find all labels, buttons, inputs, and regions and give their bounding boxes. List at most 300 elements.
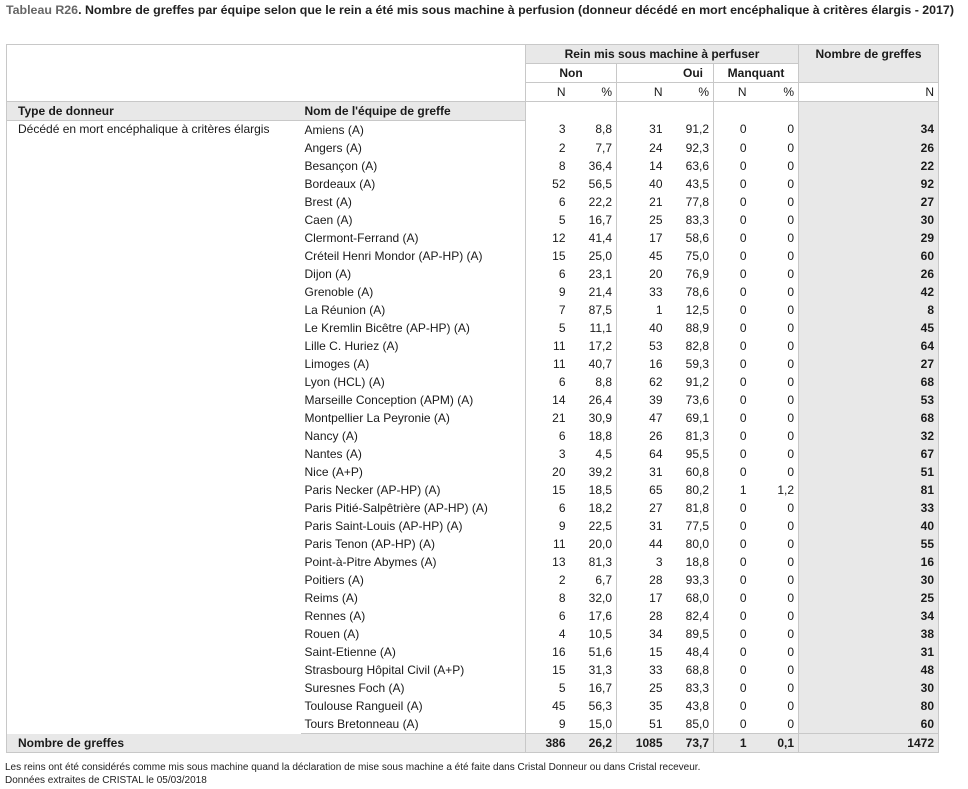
total-cell: 25 (799, 589, 939, 607)
non-n-cell: 45 (526, 697, 570, 715)
team-name-cell: Clermont-Ferrand (A) (304, 230, 419, 245)
table-row (7, 121, 939, 140)
team-name-cell: Nancy (A) (304, 428, 358, 443)
team-name-cell: Paris Pitié-Salpêtrière (AP-HP) (A) (304, 500, 488, 515)
oui-pct-cell: 83,3 (685, 212, 709, 227)
oui-n-cell: 39 (617, 391, 667, 409)
man-n-cell: 0 (714, 697, 751, 715)
man-n-cell: 0 (714, 643, 751, 661)
man-pct-cell: 0 (787, 644, 794, 659)
oui-n-cell: 25 (617, 679, 667, 697)
non-pct-cell: 40,7 (588, 356, 612, 371)
non-n-cell: 6 (526, 427, 570, 445)
non-pct-cell: 41,4 (588, 230, 612, 245)
man-pct-cell: 0 (787, 410, 794, 425)
total-cell: 40 (799, 517, 939, 535)
man-pct-cell: 0 (787, 500, 794, 515)
totals-non-n-cell: 386 (526, 734, 570, 753)
man-pct-cell: 0 (787, 212, 794, 227)
man-n-cell: 0 (714, 211, 751, 229)
totals-man-pct-cell: 0,1 (751, 734, 799, 753)
non-pct-cell: 15,0 (570, 715, 617, 734)
non-n-cell: 5 (526, 211, 570, 229)
total-cell: 16 (799, 553, 939, 571)
man-pct-cell: 1,2 (777, 482, 794, 497)
man-n-cell: 0 (714, 265, 751, 283)
man-pct-cell: 0 (787, 554, 794, 569)
non-n-cell: 16 (526, 643, 570, 661)
non-n-cell: 13 (526, 553, 570, 571)
total-cell: 80 (799, 697, 939, 715)
oui-pct-cell: 43,8 (685, 698, 709, 713)
oui-n-cell: 16 (617, 355, 667, 373)
oui-n-cell: 40 (617, 175, 667, 193)
team-name-cell: Saint-Etienne (A) (304, 644, 396, 659)
oui-n-cell: 31 (617, 517, 667, 535)
team-name-cell: Besançon (A) (304, 158, 378, 173)
man-pct-cell: 0 (787, 338, 794, 353)
man-pct-cell: 0 (787, 608, 794, 623)
non-n-cell: 21 (526, 409, 570, 427)
man-n-cell: 0 (714, 535, 751, 553)
non-n-cell: 2 (526, 139, 570, 157)
total-cell: 45 (799, 319, 939, 337)
total-cell: 31 (799, 643, 939, 661)
total-cell: 26 (799, 265, 939, 283)
total-cell: 30 (799, 571, 939, 589)
team-name-cell: Paris Tenon (AP-HP) (A) (304, 536, 435, 551)
oui-pct-cell: 91,2 (685, 122, 709, 137)
man-n-cell: 0 (714, 193, 751, 211)
team-name-cell: Rouen (A) (304, 626, 360, 641)
oui-pct-cell: 75,0 (685, 248, 709, 263)
man-pct-cell: 0 (787, 572, 794, 587)
man-pct-cell: 0 (787, 518, 794, 533)
oui-pct-cell: 77,5 (685, 518, 709, 533)
total-grafts-header: Nombre de greffes (799, 45, 939, 64)
table-title (6, 2, 962, 18)
manquant-header: Manquant (714, 64, 799, 83)
total-cell: 27 (799, 355, 939, 373)
oui-pct-cell: 91,2 (685, 374, 709, 389)
man-n-cell: 0 (714, 715, 751, 734)
non-n-cell: 14 (526, 391, 570, 409)
totals-row (7, 734, 939, 753)
man-n-cell: 0 (714, 319, 751, 337)
team-name-cell: Reims (A) (304, 590, 358, 605)
non-pct-cell: 7,7 (595, 140, 612, 155)
non-n-cell: 3 (526, 445, 570, 463)
non-n-header: N (526, 83, 570, 102)
oui-pct-cell: 60,8 (685, 464, 709, 479)
oui-pct-cell: 78,6 (685, 284, 709, 299)
donor-type-header: Type de donneur (7, 102, 301, 121)
non-n-cell: 15 (526, 481, 570, 499)
non-pct-cell: 16,7 (588, 680, 612, 695)
oui-n-cell: 62 (617, 373, 667, 391)
man-n-cell: 0 (714, 337, 751, 355)
footnote-source: Données extraites de CRISTAL le 05/03/2018 (5, 775, 207, 786)
oui-pct-cell: 80,0 (685, 536, 709, 551)
man-pct-cell: 0 (787, 680, 794, 695)
man-n-cell: 0 (714, 625, 751, 643)
man-n-cell: 0 (714, 355, 751, 373)
footnote-machine: Les reins ont été considérés comme mis sous machine quand la déclaration de mise sous machine a été faite dans Cristal Donneur ou dans Cristal receveur. (5, 762, 701, 773)
non-pct-cell: 8,8 (595, 122, 612, 137)
oui-n-cell: 51 (617, 715, 667, 734)
team-name-cell: Rennes (A) (304, 608, 366, 623)
non-pct-cell: 22,2 (588, 194, 612, 209)
man-n-cell: 0 (714, 679, 751, 697)
total-cell: 38 (799, 625, 939, 643)
oui-pct-cell: 88,9 (685, 320, 709, 335)
man-n-cell: 0 (714, 157, 751, 175)
oui-n-cell: 34 (617, 625, 667, 643)
non-n-cell: 6 (526, 499, 570, 517)
non-pct-header: % (570, 83, 617, 102)
oui-pct-cell: 77,8 (685, 194, 709, 209)
team-name-cell: Poitiers (A) (304, 572, 364, 587)
total-cell: 26 (799, 139, 939, 157)
non-n-cell: 7 (526, 301, 570, 319)
team-header: Nom de l'équipe de greffe (301, 102, 526, 121)
man-pct-cell: 0 (787, 248, 794, 263)
non-pct-cell: 22,5 (588, 518, 612, 533)
team-name-cell: Limoges (A) (304, 356, 370, 371)
man-pct-header: % (751, 83, 799, 102)
man-pct-cell: 0 (787, 374, 794, 389)
team-name-cell: Lyon (HCL) (A) (304, 374, 385, 389)
non-n-cell: 52 (526, 175, 570, 193)
non-pct-cell: 56,5 (588, 176, 612, 191)
man-pct-cell: 0 (787, 626, 794, 641)
man-n-cell: 0 (714, 463, 751, 481)
oui-pct-cell: 80,2 (685, 482, 709, 497)
total-cell: 68 (799, 373, 939, 391)
non-pct-cell: 20,0 (588, 536, 612, 551)
man-n-cell: 1 (714, 481, 751, 499)
man-n-cell: 0 (714, 247, 751, 265)
man-n-cell: 0 (714, 121, 751, 140)
man-pct-cell: 0 (787, 230, 794, 245)
oui-pct-cell: 59,3 (685, 356, 709, 371)
non-pct-cell: 21,4 (588, 284, 612, 299)
oui-pct-cell: 93,3 (685, 572, 709, 587)
total-cell: 51 (799, 463, 939, 481)
total-cell: 67 (799, 445, 939, 463)
team-name-cell: Bordeaux (A) (304, 176, 376, 191)
oui-n-cell: 27 (617, 499, 667, 517)
man-n-cell: 0 (714, 517, 751, 535)
non-n-cell: 11 (526, 337, 570, 355)
oui-pct-cell: 63,6 (685, 158, 709, 173)
team-name-cell: Toulouse Rangueil (A) (304, 698, 423, 713)
man-pct-cell: 0 (787, 536, 794, 551)
non-n-cell: 15 (526, 247, 570, 265)
non-pct-cell: 36,4 (588, 158, 612, 173)
man-pct-cell: 0 (787, 266, 794, 281)
man-n-cell: 0 (714, 229, 751, 247)
man-pct-cell: 0 (787, 428, 794, 443)
total-cell: 34 (799, 121, 939, 140)
totals-total-cell: 1472 (799, 734, 939, 753)
man-n-cell: 0 (714, 139, 751, 157)
non-n-cell: 6 (526, 607, 570, 625)
oui-pct-header: % (667, 83, 714, 102)
team-name-cell: Paris Saint-Louis (AP-HP) (A) (304, 518, 463, 533)
oui-header: Oui (617, 64, 714, 83)
non-pct-cell: 18,8 (588, 428, 612, 443)
man-n-cell: 0 (714, 283, 751, 301)
oui-n-cell: 26 (617, 427, 667, 445)
man-pct-cell: 0 (787, 158, 794, 173)
oui-n-cell: 25 (617, 211, 667, 229)
man-n-cell: 0 (714, 661, 751, 679)
totals-man-n-cell: 1 (714, 734, 751, 753)
non-n-cell: 4 (526, 625, 570, 643)
non-n-cell: 6 (526, 373, 570, 391)
totals-oui-pct-cell: 73,7 (667, 734, 714, 753)
non-n-cell: 15 (526, 661, 570, 679)
oui-pct-cell: 83,3 (685, 680, 709, 695)
team-name-cell: Le Kremlin Bicêtre (AP-HP) (A) (304, 320, 470, 335)
non-n-cell: 6 (526, 265, 570, 283)
oui-pct-cell: 92,3 (685, 140, 709, 155)
non-pct-cell: 10,5 (588, 626, 612, 641)
oui-n-cell: 28 (617, 607, 667, 625)
man-n-cell: 0 (714, 373, 751, 391)
oui-pct-cell: 82,8 (685, 338, 709, 353)
oui-pct-cell: 81,3 (685, 428, 709, 443)
oui-n-cell: 14 (617, 157, 667, 175)
total-cell: 68 (799, 409, 939, 427)
oui-n-cell: 3 (617, 553, 667, 571)
team-name-cell: Tours Bretonneau (A) (301, 715, 526, 734)
non-n-cell: 5 (526, 679, 570, 697)
oui-pct-cell: 82,4 (685, 608, 709, 623)
non-pct-cell: 23,1 (588, 266, 612, 281)
table-title-text: . Nombre de greffes par équipe selon que le rein a été mis sous machine à perfusion (donneur décédé en mort encéphalique à critères élargis - 2017) (78, 3, 954, 17)
man-pct-cell: 0 (787, 446, 794, 461)
non-pct-cell: 8,8 (595, 374, 612, 389)
total-cell: 64 (799, 337, 939, 355)
oui-n-cell: 28 (617, 571, 667, 589)
oui-n-cell: 44 (617, 535, 667, 553)
total-cell: 8 (799, 301, 939, 319)
table-label: Tableau R26 (6, 3, 79, 17)
non-pct-cell: 81,3 (588, 554, 612, 569)
man-pct-cell: 0 (787, 122, 794, 137)
total-cell: 60 (799, 715, 939, 734)
man-pct-cell: 0 (787, 302, 794, 317)
oui-pct-cell: 69,1 (685, 410, 709, 425)
man-n-cell: 0 (714, 175, 751, 193)
team-name-cell: Brest (A) (304, 194, 352, 209)
non-pct-cell: 16,7 (588, 212, 612, 227)
team-name-cell: Nantes (A) (304, 446, 362, 461)
total-cell: 34 (799, 607, 939, 625)
team-name-cell: Paris Necker (AP-HP) (A) (304, 482, 441, 497)
man-pct-cell: 0 (787, 698, 794, 713)
team-name-cell: Nice (A+P) (304, 464, 363, 479)
team-name-cell: Créteil Henri Mondor (AP-HP) (A) (304, 248, 483, 263)
non-pct-cell: 31,3 (588, 662, 612, 677)
non-pct-cell: 26,4 (588, 392, 612, 407)
non-n-cell: 2 (526, 571, 570, 589)
oui-n-cell: 64 (617, 445, 667, 463)
oui-n-cell: 47 (617, 409, 667, 427)
team-name-cell: Point-à-Pitre Abymes (A) (304, 554, 437, 569)
oui-n-cell: 53 (617, 337, 667, 355)
oui-n-cell: 40 (617, 319, 667, 337)
non-n-cell: 11 (526, 355, 570, 373)
non-header: Non (526, 64, 617, 83)
man-n-cell: 0 (714, 409, 751, 427)
total-cell: 48 (799, 661, 939, 679)
oui-n-cell: 15 (617, 643, 667, 661)
man-n-cell: 0 (714, 571, 751, 589)
totals-label: Nombre de greffes (7, 734, 526, 753)
man-n-cell: 0 (714, 301, 751, 319)
oui-pct-cell: 95,5 (685, 446, 709, 461)
man-n-cell: 0 (714, 607, 751, 625)
team-name-cell: Lille C. Huriez (A) (304, 338, 399, 353)
man-pct-cell: 0 (787, 194, 794, 209)
team-name-cell: Grenoble (A) (304, 284, 374, 299)
non-pct-cell: 18,5 (588, 482, 612, 497)
oui-n-cell: 45 (617, 247, 667, 265)
man-n-cell: 0 (714, 391, 751, 409)
donor-type-cell: Décédé en mort encéphalique à critères élargis (7, 121, 301, 734)
total-cell: 42 (799, 283, 939, 301)
oui-pct-cell: 68,8 (685, 662, 709, 677)
team-name-cell: La Réunion (A) (304, 302, 386, 317)
oui-pct-cell: 18,8 (685, 554, 709, 569)
man-pct-cell: 0 (787, 662, 794, 677)
non-n-cell: 3 (526, 121, 570, 140)
non-pct-cell: 25,0 (588, 248, 612, 263)
non-pct-cell: 4,5 (595, 446, 612, 461)
non-n-cell: 11 (526, 535, 570, 553)
oui-n-cell: 21 (617, 193, 667, 211)
total-cell: 81 (799, 481, 939, 499)
non-pct-cell: 6,7 (595, 572, 612, 587)
man-pct-cell: 0 (787, 392, 794, 407)
man-pct-cell: 0 (787, 320, 794, 335)
total-cell: 30 (799, 679, 939, 697)
non-pct-cell: 30,9 (588, 410, 612, 425)
grafts-table (6, 44, 939, 753)
total-cell: 53 (799, 391, 939, 409)
non-n-cell: 8 (526, 157, 570, 175)
machine-group-header: Rein mis sous machine à perfuser (526, 45, 799, 64)
total-n-header: N (799, 83, 939, 102)
total-cell: 27 (799, 193, 939, 211)
oui-n-cell: 24 (617, 139, 667, 157)
total-cell: 92 (799, 175, 939, 193)
oui-n-cell: 33 (617, 283, 667, 301)
team-name-cell: Angers (A) (304, 140, 362, 155)
non-n-cell: 9 (526, 517, 570, 535)
man-pct-cell: 0 (787, 464, 794, 479)
oui-pct-cell: 85,0 (667, 715, 714, 734)
oui-n-cell: 31 (617, 463, 667, 481)
non-pct-cell: 32,0 (588, 590, 612, 605)
oui-n-cell: 35 (617, 697, 667, 715)
oui-n-cell: 1 (617, 301, 667, 319)
team-name-cell: Marseille Conception (APM) (A) (304, 392, 474, 407)
man-n-cell: 0 (714, 553, 751, 571)
oui-n-cell: 33 (617, 661, 667, 679)
man-n-header: N (714, 83, 751, 102)
totals-non-pct-cell: 26,2 (570, 734, 617, 753)
non-n-cell: 5 (526, 319, 570, 337)
oui-pct-cell: 73,6 (685, 392, 709, 407)
oui-pct-cell: 58,6 (685, 230, 709, 245)
man-n-cell: 0 (714, 499, 751, 517)
oui-pct-cell: 81,8 (685, 500, 709, 515)
man-n-cell: 0 (714, 427, 751, 445)
total-cell: 30 (799, 211, 939, 229)
total-cell: 22 (799, 157, 939, 175)
man-pct-cell: 0 (787, 176, 794, 191)
oui-n-cell: 31 (617, 121, 667, 140)
oui-pct-cell: 43,5 (685, 176, 709, 191)
oui-n-cell: 17 (617, 229, 667, 247)
total-cell: 60 (799, 247, 939, 265)
non-n-cell: 12 (526, 229, 570, 247)
oui-pct-cell: 48,4 (685, 644, 709, 659)
non-pct-cell: 17,2 (588, 338, 612, 353)
non-pct-cell: 11,1 (589, 320, 612, 335)
non-pct-cell: 56,3 (588, 698, 612, 713)
team-name-cell: Caen (A) (304, 212, 353, 227)
man-pct-cell: 0 (787, 140, 794, 155)
man-pct-cell: 0 (787, 590, 794, 605)
team-name-cell: Montpellier La Peyronie (A) (304, 410, 450, 425)
man-pct-cell: 0 (751, 715, 799, 734)
non-n-cell: 9 (526, 283, 570, 301)
total-cell: 33 (799, 499, 939, 517)
total-cell: 29 (799, 229, 939, 247)
oui-pct-cell: 12,5 (685, 302, 709, 317)
totals-oui-n-cell: 1085 (617, 734, 667, 753)
oui-n-cell: 65 (617, 481, 667, 499)
oui-n-cell: 20 (617, 265, 667, 283)
non-pct-cell: 87,5 (588, 302, 612, 317)
man-pct-cell: 0 (787, 284, 794, 299)
non-pct-cell: 39,2 (588, 464, 612, 479)
non-n-cell: 6 (526, 193, 570, 211)
non-n-cell: 8 (526, 589, 570, 607)
man-pct-cell: 0 (787, 356, 794, 371)
team-name-cell: Amiens (A) (304, 122, 364, 137)
non-pct-cell: 18,2 (588, 500, 612, 515)
oui-pct-cell: 68,0 (685, 590, 709, 605)
oui-pct-cell: 76,9 (685, 266, 709, 281)
team-name-cell: Suresnes Foch (A) (304, 680, 405, 695)
non-n-cell: 9 (526, 715, 570, 734)
man-n-cell: 0 (714, 445, 751, 463)
non-pct-cell: 51,6 (588, 644, 612, 659)
oui-pct-cell: 89,5 (685, 626, 709, 641)
team-name-cell: Dijon (A) (304, 266, 352, 281)
oui-n-header: N (617, 83, 667, 102)
man-n-cell: 0 (714, 589, 751, 607)
non-pct-cell: 17,6 (588, 608, 612, 623)
non-n-cell: 20 (526, 463, 570, 481)
oui-n-cell: 17 (617, 589, 667, 607)
